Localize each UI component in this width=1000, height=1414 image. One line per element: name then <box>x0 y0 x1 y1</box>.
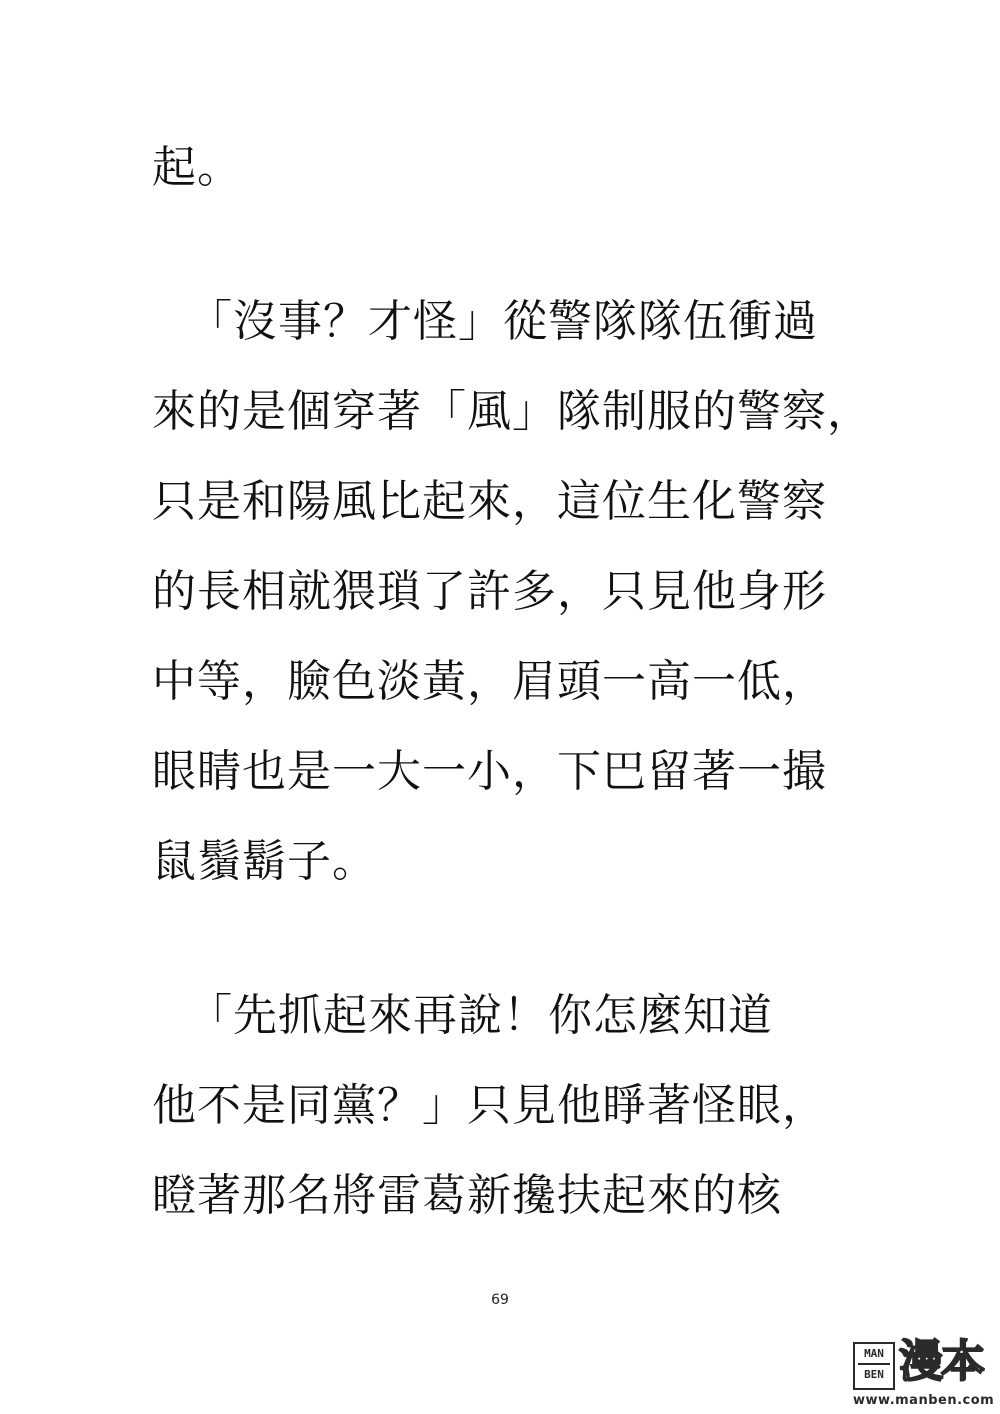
watermark-chars: 漫本 <box>899 1336 983 1387</box>
text-line: 的長相就猥瑣了許多，只見他身形 <box>152 566 827 617</box>
text-line: 「先抓起來再說！你怎麼知道 <box>188 990 773 1041</box>
text-line: 眼睛也是一大一小，下巴留著一撮 <box>152 746 827 797</box>
text-line: 「沒事？才怪」從警隊隊伍衝過 <box>188 296 818 347</box>
watermark-box <box>853 1342 895 1390</box>
watermark-logo <box>853 1336 995 1410</box>
watermark-divider <box>858 1363 890 1365</box>
watermark-box-bottom: BEN <box>864 1368 884 1381</box>
watermark-url: www.manben.com <box>853 1393 995 1408</box>
text-line: 來的是個穿著「風」隊制服的警察， <box>152 386 872 437</box>
page-number: 69 <box>491 1292 509 1308</box>
text-line: 中等，臉色淡黃，眉頭一高一低， <box>152 656 827 707</box>
text-line: 瞪著那名將雷葛新攙扶起來的核 <box>152 1170 782 1221</box>
text-line: 只是和陽風比起來，這位生化警察 <box>152 476 827 527</box>
text-line: 鼠鬚鬍子。 <box>152 836 377 887</box>
text-line: 他不是同黨？」只見他睜著怪眼， <box>152 1080 827 1131</box>
text-line: 起。 <box>152 142 242 193</box>
watermark-box-top: MAN <box>864 1347 884 1360</box>
